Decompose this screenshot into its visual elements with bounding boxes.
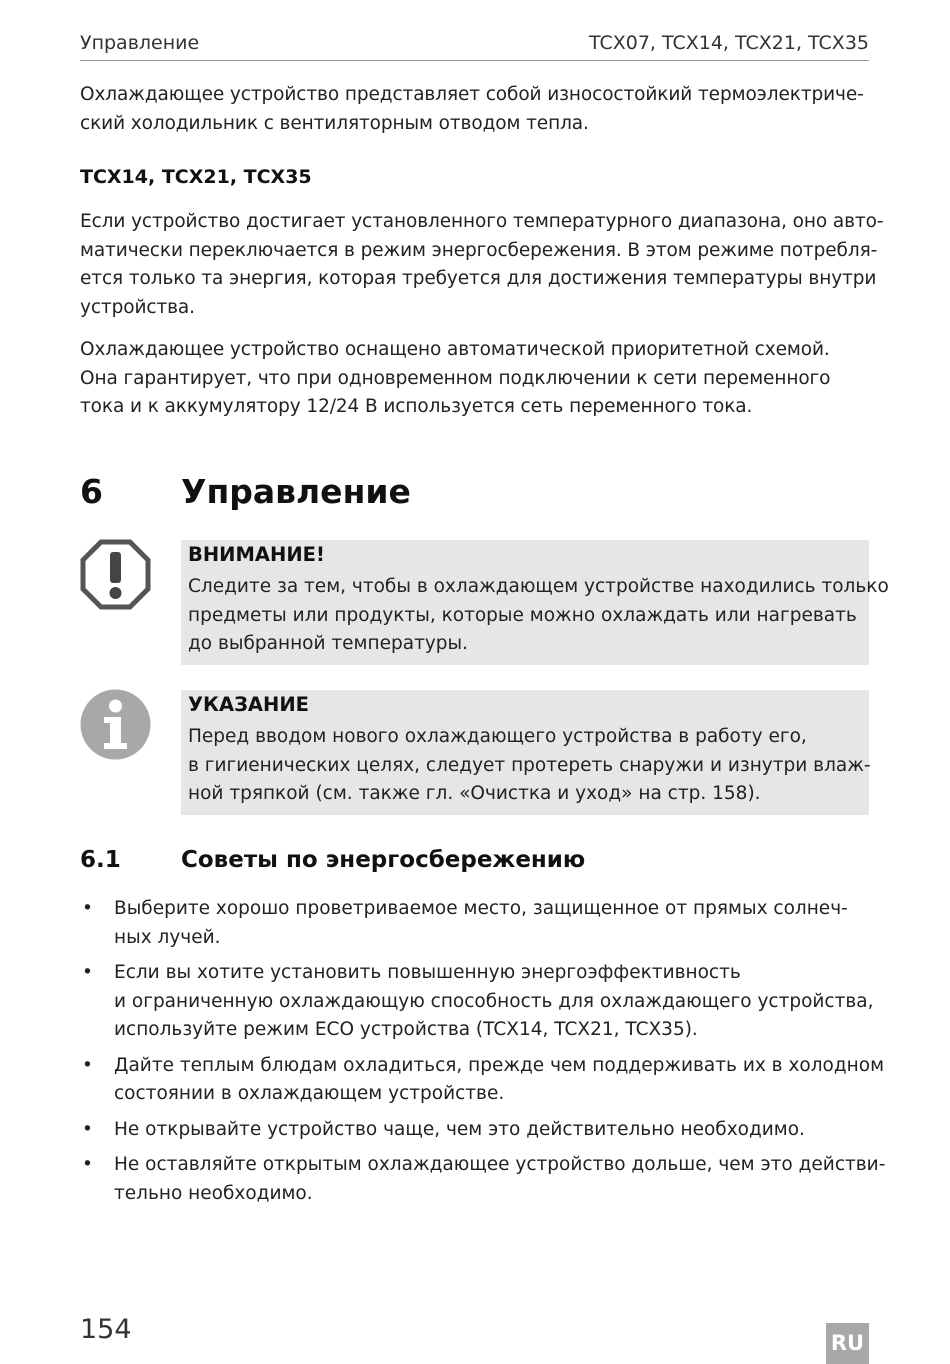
list-item: [80, 959, 874, 1045]
list-item-line: и ограниченную охлаждающую способность для охлаждающего устройства,: [114, 990, 874, 1012]
list-item-line: Дайте теплым блюдам охладиться, прежде чем поддерживать их в холодном: [114, 1054, 885, 1076]
bullet-icon: •: [82, 1154, 93, 1175]
list-item: [80, 1116, 870, 1145]
chapter-title: Управление: [181, 472, 411, 511]
intro-line: ский холодильник с вентиляторным отводом тепла.: [80, 112, 589, 134]
priority-line: Она гарантирует, что при одновременном подключении к сети переменного: [80, 367, 831, 389]
bullet-icon: •: [82, 962, 93, 983]
priority-paragraph: [80, 336, 870, 422]
list-item-line: Если вы хотите установить повышенную энергоэффективность: [114, 962, 741, 983]
eco-line: устройства.: [80, 296, 195, 318]
caution-line: до выбранной температуры.: [188, 633, 469, 654]
page-number: 154: [80, 1314, 132, 1345]
list-item: [80, 895, 870, 952]
bullet-icon: •: [82, 1118, 93, 1140]
tips-list: [80, 895, 886, 1215]
list-item: [80, 1052, 885, 1109]
eco-paragraph: [80, 208, 884, 322]
bullet-icon: •: [82, 898, 93, 919]
note-text: [188, 723, 871, 809]
note-line: ной тряпкой (см. также гл. «Очистка и уход» на стр. 158).: [188, 783, 761, 804]
bullet-icon: •: [82, 1054, 93, 1076]
caution-box: [181, 540, 889, 665]
note-box: [181, 690, 869, 815]
priority-line: тока и к аккумулятору 12/24 В используется сеть переменного тока.: [80, 396, 753, 417]
chapter-number: 6: [80, 472, 103, 511]
warning-octagon-icon: [80, 539, 151, 610]
list-item-line: тельно необходимо.: [114, 1182, 313, 1204]
header-section-title: Управление: [80, 32, 200, 54]
caution-line: предметы или продукты, которые можно охлаждать или нагревать: [188, 604, 857, 626]
priority-line: Охлаждающее устройство оснащено автоматической приоритетной схемой.: [80, 339, 830, 360]
section-number: 6.1: [80, 847, 121, 873]
list-item-line: состоянии в охлаждающем устройстве.: [114, 1083, 505, 1104]
list-item-line: Не оставляйте открытым охлаждающее устройство дольше, чем это действи-: [114, 1154, 886, 1175]
note-line: Перед вводом нового охлаждающего устройства в работу его,: [188, 726, 807, 747]
language-badge: RU: [826, 1323, 869, 1364]
eco-line: ется только та энергия, которая требуется для достижения температуры внутри: [80, 268, 877, 289]
list-item-line: ных лучей.: [114, 926, 221, 948]
info-icon: [80, 689, 151, 760]
section-title: Советы по энергосбережению: [181, 847, 586, 873]
eco-line: Если устройство достигает установленного температурного диапазона, оно авто-: [80, 211, 884, 232]
note-line: в гигиенических целях, следует протереть снаружи и изнутри влаж-: [188, 754, 871, 776]
intro-line: Охлаждающее устройство представляет собой износостойкий термоэлектриче-: [80, 84, 864, 105]
caution-text: [188, 573, 889, 659]
intro-paragraph: [80, 81, 870, 138]
models-heading: TCX14, TCX21, TCX35: [80, 166, 312, 188]
list-item-line: используйте режим ECO устройства (TCX14, TCX21, TCX35).: [114, 1019, 698, 1040]
list-item-line: Не открывайте устройство чаще, чем это действительно необходимо.: [114, 1118, 805, 1140]
running-header: [80, 30, 869, 61]
eco-line: матически переключается в режим энергосбережения. В этом режиме потребля-: [80, 239, 878, 261]
list-item-line: Выберите хорошо проветриваемое место, защищенное от прямых солнеч-: [114, 898, 848, 919]
note-title: УКАЗАНИЕ: [188, 693, 309, 716]
list-item: [80, 1151, 886, 1208]
header-model-list: TCX07, TCX14, TCX21, TCX35: [588, 32, 869, 54]
caution-title: ВНИМАНИЕ!: [188, 543, 325, 566]
caution-line: Следите за тем, чтобы в охлаждающем устройстве находились только: [188, 576, 889, 597]
